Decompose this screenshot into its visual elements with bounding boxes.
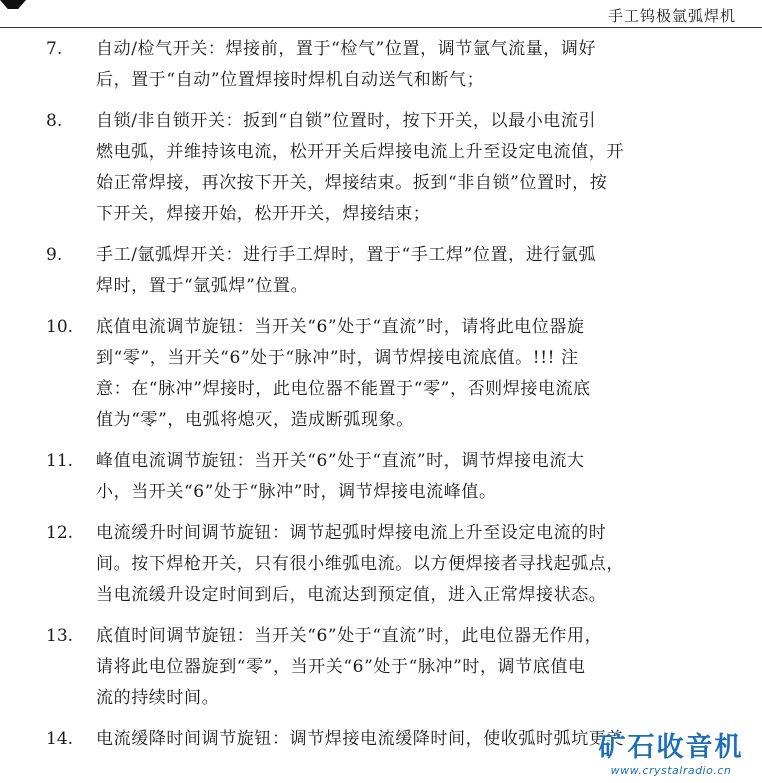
list-item <box>0 34 762 96</box>
item-number: 9. <box>46 245 63 265</box>
item-number: 12. <box>46 523 74 543</box>
item-text: 自锁/非自锁开关：扳到“自锁”位置时，按下开关，以最小电流引 燃电弧，并维持该电流，松开开关后焊接电流上升至设定电流值，开 始正常焊接，再次按下开关，焊接结束。扳到“非自锁”位置时，按 下开关，焊接开始，松开开关，焊接结束； <box>96 111 624 224</box>
item-text: 电流缓降时间调节旋钮：调节焊接电流缓降时间，使收弧时弧坑更美 <box>96 729 624 749</box>
watermark-url: www.crystalradio.cn <box>610 764 732 777</box>
list-item <box>0 106 762 230</box>
list-item <box>0 518 762 611</box>
item-text: 电流缓升时间调节旋钮：调节起弧时焊接电流上升至设定电流的时 间。按下焊枪开关，只有很小维弧电流。以方便焊接者寻找起弧点， 当电流缓升设定时间到后，电流达到预定值，进入正常焊接状态。 <box>96 523 624 605</box>
list-item <box>0 240 762 302</box>
item-number: 14. <box>46 729 74 749</box>
watermark-title: 矿石收音机 <box>598 732 744 763</box>
item-text: 手工/氩弧焊开关：进行手工焊时，置于“手工焊”位置，进行氩弧 焊时，置于“氩弧焊”位置。 <box>96 245 597 296</box>
item-text: 自动/检气开关：焊接前，置于“检气”位置，调节氩气流量，调好 后，置于“自动”位置焊接时焊机自动送气和断气； <box>96 39 597 90</box>
site-watermark <box>586 725 756 777</box>
top-corner-mark <box>0 0 26 9</box>
item-number: 7. <box>46 39 63 59</box>
header-rule <box>0 27 762 28</box>
item-number: 13. <box>46 626 74 646</box>
instruction-list <box>0 34 762 765</box>
item-text: 底值时间调节旋钮：当开关“6”处于“直流”时，此电位器无作用， 请将此电位器旋到“零”，当开关“6”处于“脉冲”时，调节底值电 流的持续时间。 <box>96 626 603 708</box>
running-header: 手工钨极氩弧焊机 <box>607 7 736 25</box>
list-item <box>0 621 762 714</box>
item-number: 11. <box>46 451 74 471</box>
item-text: 底值电流调节旋钮：当开关“6”处于“直流”时，请将此电位器旋 到“零”，当开关“6”处于“脉冲”时，调节焊接电流底值。!!! 注 意：在“脉冲”焊接时，此电位器不能置于“零”，否则焊接电流底 值为“零”，电弧将熄灭，造成断弧现象。 <box>96 317 591 430</box>
item-text: 峰值电流调节旋钮：当开关“6”处于“直流”时，调节焊接电流大 小，当开关“6”处于“脉冲”时，调节焊接电流峰值。 <box>96 451 585 502</box>
item-number: 8. <box>46 111 63 131</box>
list-item <box>0 312 762 436</box>
item-number: 10. <box>46 317 74 337</box>
list-item <box>0 446 762 508</box>
